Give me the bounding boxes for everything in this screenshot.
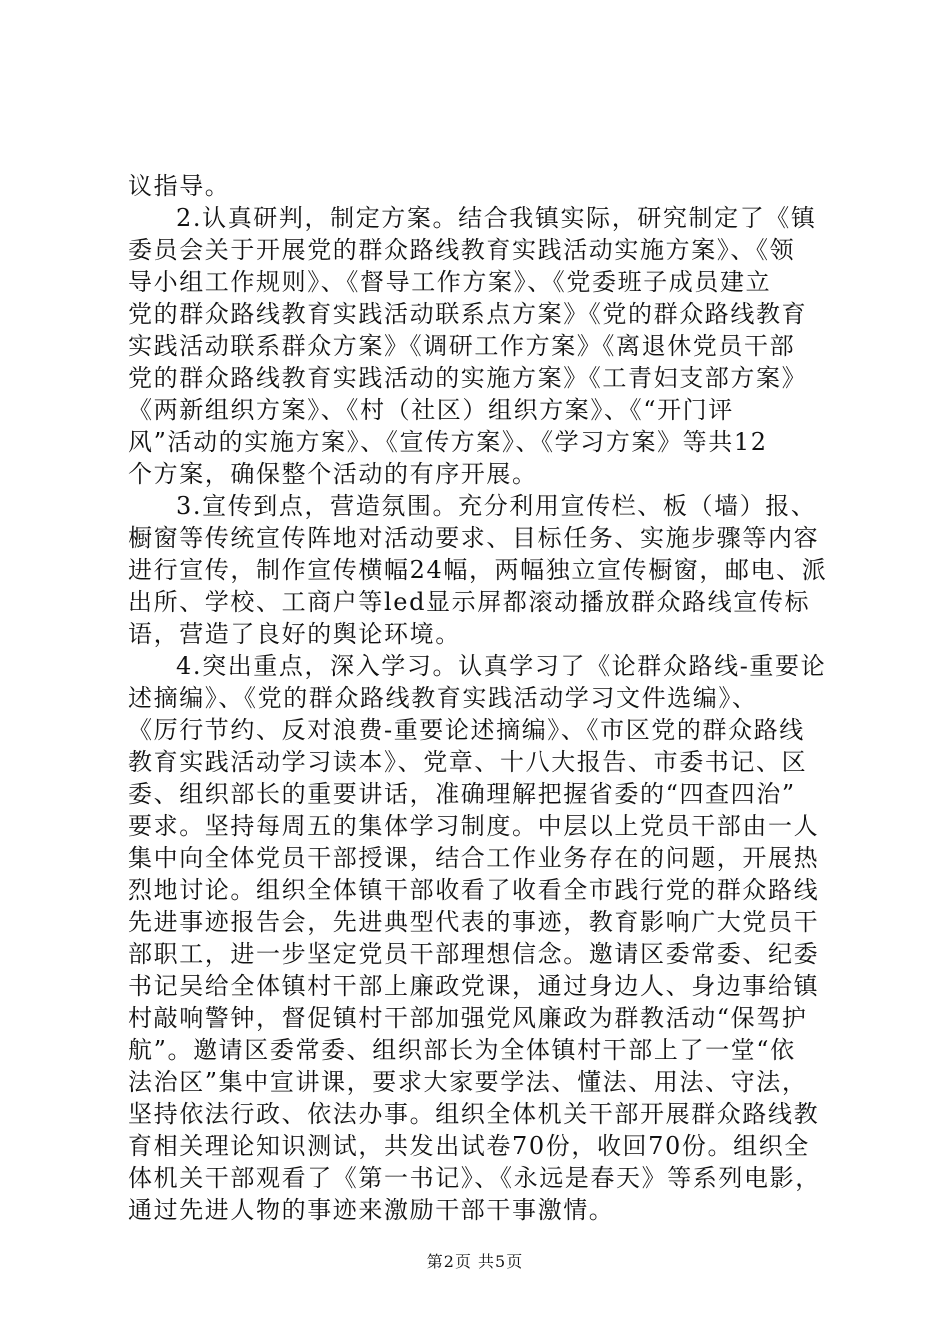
text-line: 出所、学校、工商户等led显示屏都滚动播放群众路线宣传标: [128, 588, 811, 616]
page-number-footer: 第2页 共5页: [426, 1252, 524, 1271]
document-body: [128, 170, 828, 1226]
text-line: 先进事迹报告会，先进典型代表的事迹，教育影响广大党员干: [128, 908, 820, 936]
text-line: 党的群众路线教育实践活动联系点方案》《党的群众路线教育: [128, 300, 808, 328]
text-line: 议指导。: [128, 172, 231, 200]
text-line: 述摘编》、《党的群众路线教育实践活动学习文件选编》、: [128, 684, 758, 712]
text-line: 橱窗等传统宣传阵地对活动要求、目标任务、实施步骤等内容: [128, 524, 820, 552]
text-line: 坚持依法行政、依法办事。组织全体机关干部开展群众路线教: [128, 1100, 820, 1128]
text-line: 进行宣传，制作宣传横幅24幅，两幅独立宣传橱窗，邮电、派: [128, 556, 828, 584]
text-line: 《两新组织方案》、《村（社区）组织方案》、《“开门评: [128, 396, 734, 424]
text-line: 集中向全体党员干部授课，结合工作业务存在的问题，开展热: [128, 844, 820, 872]
text-line: 法治区”集中宣讲课，要求大家要学法、懂法、用法、守法，: [128, 1068, 808, 1096]
text-line: 部职工，进一步坚定党员干部理想信念。邀请区委常委、纪委: [128, 940, 820, 968]
text-line: 通过先进人物的事迹来激励干部干事激情。: [128, 1196, 615, 1224]
text-line: 教育实践活动学习读本》、党章、十八大报告、市委书记、区: [128, 748, 808, 776]
paragraph-first-line: 4.突出重点，深入学习。认真学习了《论群众路线-重要论: [176, 652, 827, 680]
text-line: 语，营造了良好的舆论环境。: [128, 620, 461, 648]
text-line: 书记吴给全体镇村干部上廉政党课，通过身边人、身边事给镇: [128, 972, 820, 1000]
text-line: 体机关干部观看了《第一书记》、《永远是春天》等系列电影，: [128, 1164, 821, 1192]
text-line: 风”活动的实施方案》、《宣传方案》、《学习方案》等共12: [128, 428, 768, 456]
text-line: 个方案，确保整个活动的有序开展。: [128, 460, 538, 488]
text-line: 村敲响警钟，督促镇村干部加强党风廉政为群教活动“保驾护: [128, 1004, 808, 1032]
text-line: 要求。坚持每周五的集体学习制度。中层以上党员干部由一人: [128, 812, 820, 840]
text-line: 《厉行节约、反对浪费-重要论述摘编》、《市区党的群众路线: [128, 716, 805, 744]
text-line: 烈地讨论。组织全体镇干部收看了收看全市践行党的群众路线: [128, 876, 820, 904]
text-line: 导小组工作规则》、《督导工作方案》、《党委班子成员建立: [128, 268, 772, 296]
paragraph-first-line: 3.宣传到点，营造氛围。充分利用宣传栏、板（墙）报、: [176, 492, 817, 520]
text-line: 航”。邀请区委常委、组织部长为全体镇村干部上了一堂“依: [128, 1036, 796, 1064]
text-line: 育相关理论知识测试，共发出试卷70份，收回70份。组织全: [128, 1132, 810, 1160]
text-line: 委员会关于开展党的群众路线教育实践活动实施方案》、《领: [128, 236, 796, 264]
text-line: 党的群众路线教育实践活动的实施方案》《工青妇支部方案》: [128, 364, 808, 392]
paragraph-first-line: 2.认真研判，制定方案。结合我镇实际，研究制定了《镇: [176, 204, 817, 232]
text-line: 委、组织部长的重要讲话，准确理解把握省委的“四查四治”: [128, 780, 796, 808]
text-line: 实践活动联系群众方案》《调研工作方案》《离退休党员干部: [128, 332, 796, 360]
